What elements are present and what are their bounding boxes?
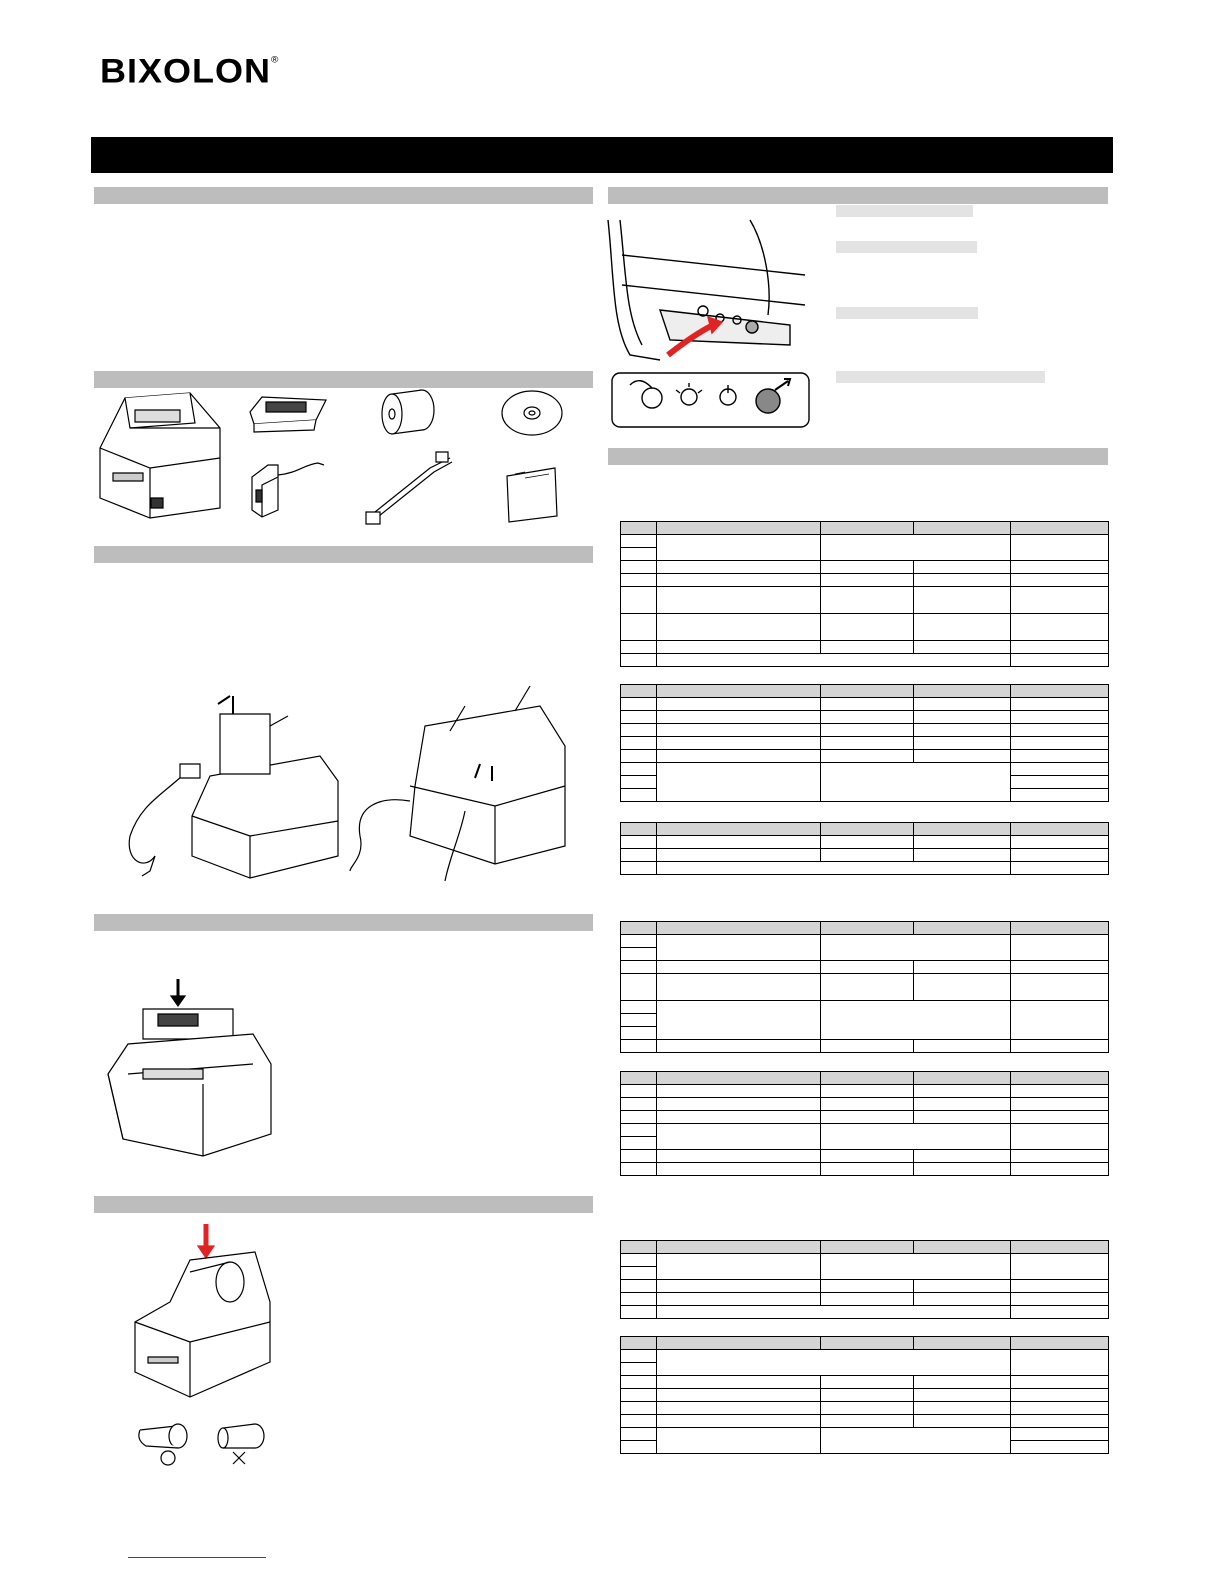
section-header-dip-switch	[608, 448, 1108, 465]
panel-label-line-2	[836, 241, 977, 253]
ribbon-cassette-icon	[248, 392, 328, 437]
paper-direction-ng-icon	[215, 1422, 267, 1467]
user-manual-icon	[505, 466, 560, 524]
footer-link[interactable]	[128, 1557, 266, 1558]
power-adapter-icon	[248, 455, 328, 520]
paper-direction-ok-icon	[138, 1422, 190, 1467]
dip-table-3	[620, 822, 1109, 875]
paper-roll-icon	[378, 388, 438, 438]
panel-label-line-3	[836, 307, 978, 319]
dip-table-6	[620, 1240, 1109, 1319]
section-header-ribbon	[94, 914, 593, 931]
dip-table-2	[620, 684, 1109, 802]
bixolon-logo: BIXOLON®	[100, 51, 280, 90]
control-panel-illustration	[600, 215, 815, 430]
panel-label-line-4	[836, 371, 1045, 383]
section-header-paper	[94, 1196, 593, 1213]
cd-rom-icon	[500, 388, 565, 438]
title-bar	[91, 137, 1113, 173]
dip-table-1	[620, 521, 1109, 667]
ribbon-installation-illustration	[103, 974, 273, 1159]
section-header-connection	[94, 546, 593, 563]
dip-table-7	[620, 1336, 1109, 1454]
dip-table-4	[620, 921, 1109, 1053]
section-header-1	[94, 187, 593, 204]
panel-label-line-1	[836, 205, 973, 217]
dip-table-5	[620, 1071, 1109, 1176]
printer-icon	[95, 388, 225, 523]
section-header-contents	[94, 371, 593, 388]
cable-connection-illustration	[120, 686, 570, 886]
section-header-control-panel	[608, 187, 1108, 204]
power-cord-icon	[360, 448, 460, 528]
